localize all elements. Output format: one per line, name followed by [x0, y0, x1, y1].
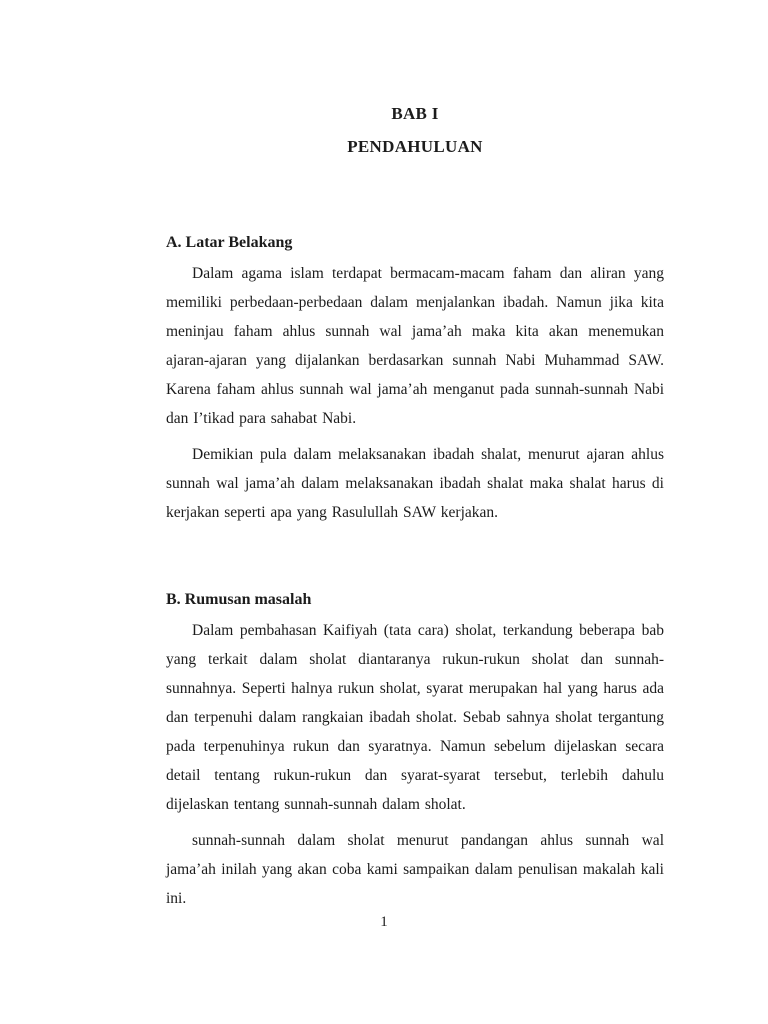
- paragraph: Dalam agama islam terdapat bermacam-macam faham dan aliran yang memiliki perbedaan-perbedaan dalam menjalankan ibadah. Namun jika kita meninjau faham ahlus sunnah wal jama’ah maka kita akan menemukan ajaran-ajaran yang dijalankan berdasarkan sunnah Nabi Muhammad SAW. Karena faham ahlus sunnah wal jama’ah menganut pada sunnah-sunnah Nabi dan I’tikad para sahabat Nabi.: [166, 265, 664, 427]
- paragraph: Demikian pula dalam melaksanakan ibadah shalat, menurut ajaran ahlus sunnah wal jama’ah dalam melaksanakan ibadah shalat maka shalat harus di kerjakan seperti apa yang Rasulullah SAW kerjakan.: [166, 446, 664, 521]
- paragraph: sunnah-sunnah dalam sholat menurut pandangan ahlus sunnah wal jama’ah inilah yang akan coba kami sampaikan dalam penulisan makalah kali ini.: [166, 832, 664, 907]
- document-content: [166, 103, 664, 920]
- spacer: [166, 534, 664, 590]
- section-rumusan-masalah: [166, 590, 664, 913]
- spacer: [166, 169, 664, 233]
- section-b-heading: B. Rumusan masalah: [166, 591, 312, 608]
- chapter-subtitle: PENDAHULUAN: [347, 137, 483, 156]
- paragraph: Dalam pembahasan Kaifiyah (tata cara) sholat, terkandung beberapa bab yang terkait dalam sholat diantaranya rukun-rukun sholat dan sunnah-sunnahnya. Seperti halnya rukun sholat, syarat merupakan hal yang harus ada dan terpenuhi dalam rangkaian ibadah sholat. Sebab sahnya sholat tergantung pada terpenuhinya rukun dan syaratnya. Namun sebelum dijelaskan secara detail tentang rukun-rukun dan syarat-syarat tersebut, terlebih dahulu dijelaskan tentang sunnah-sunnah dalam sholat.: [166, 622, 664, 813]
- section-latar-belakang: [166, 233, 664, 527]
- page-number: 1: [380, 914, 388, 930]
- chapter-title: BAB I: [391, 104, 439, 123]
- section-a-heading: A. Latar Belakang: [166, 234, 293, 251]
